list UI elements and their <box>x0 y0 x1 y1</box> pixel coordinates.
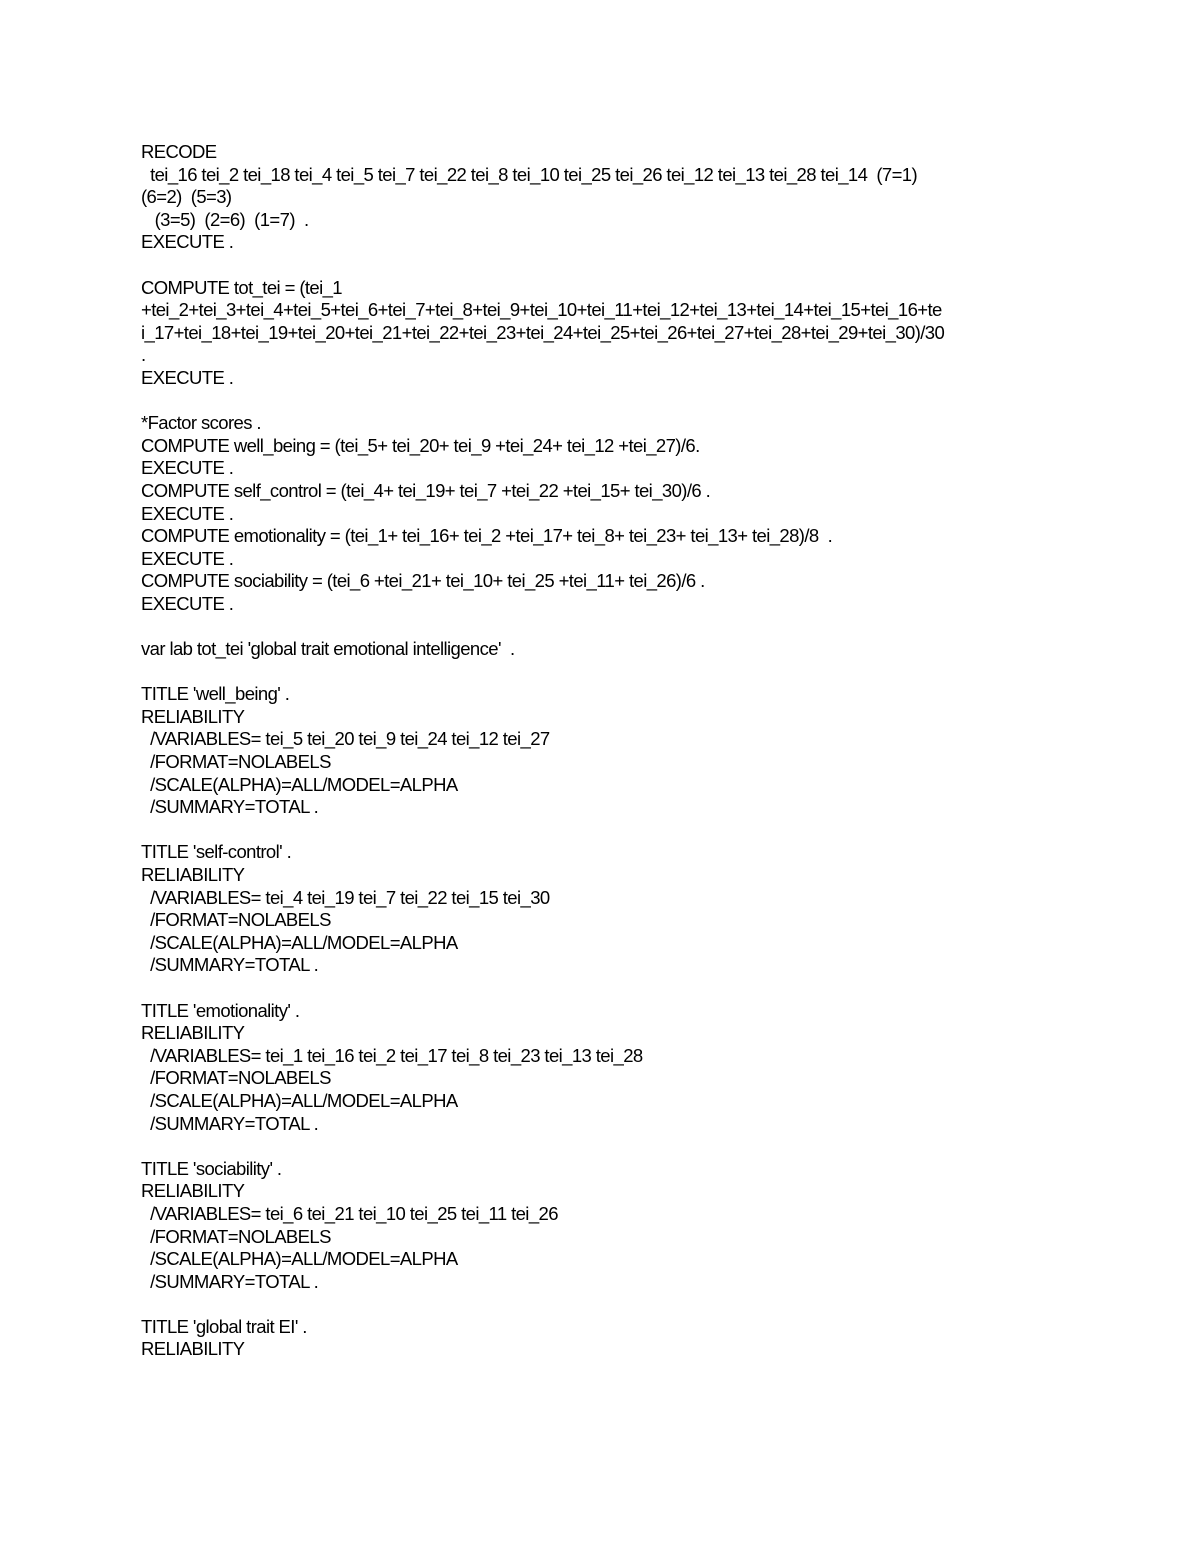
syntax-line: COMPUTE emotionality = (tei_1+ tei_16+ tei_2 +tei_17+ tei_8+ tei_23+ tei_13+ tei_28)/8 . <box>141 525 833 547</box>
syntax-line: RECODE <box>141 141 217 162</box>
syntax-line: TITLE 'sociability' . <box>141 1157 282 1179</box>
syntax-text-block <box>141 141 1061 1361</box>
syntax-line: /SCALE(ALPHA)=ALL/MODEL=ALPHA <box>141 1248 458 1270</box>
syntax-line: /SUMMARY=TOTAL . <box>141 954 319 976</box>
syntax-line: COMPUTE tot_tei = (tei_1 <box>141 276 342 298</box>
syntax-line: /SUMMARY=TOTAL . <box>141 1112 319 1134</box>
syntax-line: var lab tot_tei 'global trait emotional intelligence' . <box>141 638 515 660</box>
syntax-line: /SUMMARY=TOTAL . <box>141 796 319 818</box>
blank-line <box>141 977 1061 1000</box>
syntax-line: EXECUTE . <box>141 366 234 388</box>
syntax-line: COMPUTE well_being = (tei_5+ tei_20+ tei_9 +tei_24+ tei_12 +tei_27)/6. <box>141 434 700 456</box>
blank-line <box>141 390 1061 413</box>
syntax-line: TITLE 'self-control' . <box>141 841 292 863</box>
syntax-line: TITLE 'global trait EI' . <box>141 1315 307 1337</box>
syntax-line: EXECUTE . <box>141 592 234 614</box>
syntax-line: RELIABILITY <box>141 1180 245 1202</box>
syntax-line: /SCALE(ALPHA)=ALL/MODEL=ALPHA <box>141 1089 458 1111</box>
syntax-line: tei_16 tei_2 tei_18 tei_4 tei_5 tei_7 tei_22 tei_8 tei_10 tei_25 tei_26 tei_12 tei_13 tei_28 tei_14 (7=1) <box>141 163 918 185</box>
syntax-line: EXECUTE . <box>141 231 234 253</box>
syntax-line: /SUMMARY=TOTAL . <box>141 1270 319 1292</box>
syntax-line: /VARIABLES= tei_1 tei_16 tei_2 tei_17 tei_8 tei_23 tei_13 tei_28 <box>141 1044 643 1066</box>
syntax-line: COMPUTE self_control = (tei_4+ tei_19+ tei_7 +tei_22 +tei_15+ tei_30)/6 . <box>141 479 711 501</box>
syntax-line: RELIABILITY <box>141 864 245 885</box>
syntax-line: /FORMAT=NOLABELS <box>141 1067 331 1089</box>
syntax-line: EXECUTE . <box>141 457 234 479</box>
syntax-line: EXECUTE . <box>141 502 234 524</box>
syntax-line: (3=5) (2=6) (1=7) . <box>141 208 309 230</box>
blank-line <box>141 1135 1061 1158</box>
syntax-line: /SCALE(ALPHA)=ALL/MODEL=ALPHA <box>141 773 458 795</box>
syntax-line: /SCALE(ALPHA)=ALL/MODEL=ALPHA <box>141 931 458 953</box>
syntax-line: /FORMAT=NOLABELS <box>141 751 331 773</box>
syntax-line: /FORMAT=NOLABELS <box>141 909 331 931</box>
syntax-line: *Factor scores . <box>141 412 261 434</box>
syntax-line: EXECUTE . <box>141 547 234 569</box>
syntax-line: . <box>141 344 146 366</box>
syntax-line: TITLE 'emotionality' . <box>141 999 300 1021</box>
blank-line <box>141 661 1061 684</box>
syntax-line: (6=2) (5=3) <box>141 186 232 208</box>
syntax-line: RELIABILITY <box>141 1338 245 1360</box>
blank-line <box>141 254 1061 277</box>
syntax-line: /VARIABLES= tei_5 tei_20 tei_9 tei_24 tei_12 tei_27 <box>141 728 550 750</box>
syntax-line: i_17+tei_18+tei_19+tei_20+tei_21+tei_22+tei_23+tei_24+tei_25+tei_26+tei_27+tei_28+tei_29+tei_30)/30 <box>141 321 945 343</box>
blank-line <box>141 819 1061 842</box>
blank-line <box>141 1293 1061 1316</box>
syntax-line: +tei_2+tei_3+tei_4+tei_5+tei_6+tei_7+tei_8+tei_9+tei_10+tei_11+tei_12+tei_13+tei_14+tei_15+tei_16+te <box>141 299 942 321</box>
syntax-line: TITLE 'well_being' . <box>141 683 290 705</box>
syntax-line: /VARIABLES= tei_4 tei_19 tei_7 tei_22 tei_15 tei_30 <box>141 886 550 908</box>
syntax-line: /VARIABLES= tei_6 tei_21 tei_10 tei_25 tei_11 tei_26 <box>141 1202 558 1224</box>
syntax-line: COMPUTE sociability = (tei_6 +tei_21+ tei_10+ tei_25 +tei_11+ tei_26)/6 . <box>141 570 705 592</box>
blank-line <box>141 615 1061 638</box>
syntax-line: RELIABILITY <box>141 1022 245 1044</box>
syntax-line: RELIABILITY <box>141 705 245 727</box>
syntax-line: /FORMAT=NOLABELS <box>141 1225 331 1247</box>
